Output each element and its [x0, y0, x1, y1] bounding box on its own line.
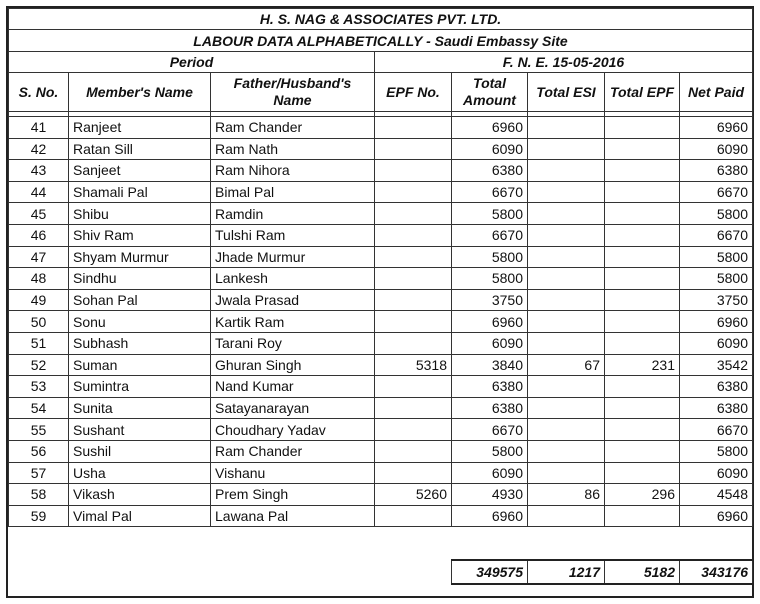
father-husband-name-cell: Bimal Pal — [211, 181, 375, 203]
table-row — [9, 505, 753, 527]
header-father-husband-name: Father/Husband's Name — [211, 73, 375, 112]
father-husband-name-cell: Jhade Murmur — [211, 246, 375, 268]
total-esi-cell — [528, 332, 605, 354]
epf-number-cell — [375, 246, 452, 268]
total-esi-cell — [528, 203, 605, 225]
total-esi-cell — [528, 268, 605, 290]
total-esi-cell — [528, 311, 605, 333]
total-esi-sum: 1217 — [528, 560, 605, 584]
epf-number-cell — [375, 117, 452, 139]
table-row — [9, 332, 753, 354]
father-husband-name-cell: Ram Chander — [211, 440, 375, 462]
total-epf-cell — [605, 160, 680, 182]
net-paid-cell: 6960 — [680, 311, 753, 333]
total-esi-cell — [528, 289, 605, 311]
total-esi-cell — [528, 117, 605, 139]
member-name-cell: Ranjeet — [69, 117, 211, 139]
epf-number-cell: 5318 — [375, 354, 452, 376]
total-epf-cell — [605, 181, 680, 203]
net-paid-cell: 5800 — [680, 268, 753, 290]
total-esi-cell — [528, 181, 605, 203]
father-husband-name-cell: Choudhary Yadav — [211, 419, 375, 441]
total-epf-cell — [605, 289, 680, 311]
total-amount-cell: 6380 — [452, 397, 528, 419]
father-husband-name-cell: Tulshi Ram — [211, 224, 375, 246]
total-epf-cell — [605, 311, 680, 333]
table-row — [9, 440, 753, 462]
serial-number-cell: 44 — [9, 181, 69, 203]
table-row — [9, 224, 753, 246]
net-paid-cell: 5800 — [680, 203, 753, 225]
period-label: Period — [9, 52, 375, 73]
epf-number-cell — [375, 203, 452, 225]
table-row — [9, 246, 753, 268]
table-row — [9, 397, 753, 419]
member-name-cell: Subhash — [69, 332, 211, 354]
period-value: F. N. E. 15-05-2016 — [375, 52, 753, 73]
net-paid-cell: 6380 — [680, 397, 753, 419]
father-husband-name-cell: Ram Nath — [211, 138, 375, 160]
table-row — [9, 203, 753, 225]
serial-number-cell: 58 — [9, 484, 69, 506]
total-amount-sum: 349575 — [452, 560, 528, 584]
serial-number-cell: 54 — [9, 397, 69, 419]
report-subtitle: LABOUR DATA ALPHABETICALLY - Saudi Embassy Site — [9, 30, 753, 52]
total-esi-cell: 86 — [528, 484, 605, 506]
serial-number-cell: 53 — [9, 376, 69, 398]
father-husband-name-cell: Ramdin — [211, 203, 375, 225]
total-epf-cell — [605, 376, 680, 398]
serial-number-cell: 45 — [9, 203, 69, 225]
epf-number-cell — [375, 224, 452, 246]
total-amount-cell: 6380 — [452, 376, 528, 398]
total-esi-cell — [528, 505, 605, 527]
total-amount-cell: 3750 — [452, 289, 528, 311]
total-epf-cell: 296 — [605, 484, 680, 506]
total-epf-cell — [605, 419, 680, 441]
epf-number-cell — [375, 397, 452, 419]
net-paid-cell: 6380 — [680, 376, 753, 398]
total-amount-cell: 6090 — [452, 138, 528, 160]
total-amount-cell: 6670 — [452, 181, 528, 203]
father-husband-name-cell: Ram Nihora — [211, 160, 375, 182]
member-name-cell: Usha — [69, 462, 211, 484]
member-name-cell: Suman — [69, 354, 211, 376]
table-row — [9, 268, 753, 290]
member-name-cell: Shibu — [69, 203, 211, 225]
table-row — [9, 138, 753, 160]
net-paid-sum: 343176 — [680, 560, 753, 584]
member-name-cell: Sohan Pal — [69, 289, 211, 311]
total-amount-cell: 6960 — [452, 505, 528, 527]
net-paid-cell: 3542 — [680, 354, 753, 376]
serial-number-cell: 43 — [9, 160, 69, 182]
serial-number-cell: 49 — [9, 289, 69, 311]
epf-number-cell — [375, 268, 452, 290]
total-amount-cell: 6670 — [452, 224, 528, 246]
total-amount-cell: 6090 — [452, 462, 528, 484]
total-esi-cell — [528, 160, 605, 182]
member-name-cell: Sushil — [69, 440, 211, 462]
total-epf-cell — [605, 505, 680, 527]
total-epf-cell — [605, 203, 680, 225]
total-amount-cell: 5800 — [452, 440, 528, 462]
total-epf-cell — [605, 440, 680, 462]
member-name-cell: Vikash — [69, 484, 211, 506]
epf-number-cell — [375, 138, 452, 160]
father-husband-name-cell: Kartik Ram — [211, 311, 375, 333]
total-esi-cell — [528, 138, 605, 160]
net-paid-cell: 6090 — [680, 138, 753, 160]
table-row — [9, 160, 753, 182]
epf-number-cell: 5260 — [375, 484, 452, 506]
member-name-cell: Shiv Ram — [69, 224, 211, 246]
father-husband-name-cell: Lankesh — [211, 268, 375, 290]
total-esi-cell — [528, 224, 605, 246]
total-amount-cell: 6960 — [452, 117, 528, 139]
net-paid-cell: 6670 — [680, 419, 753, 441]
net-paid-cell: 6380 — [680, 160, 753, 182]
serial-number-cell: 59 — [9, 505, 69, 527]
serial-number-cell: 47 — [9, 246, 69, 268]
table-row — [9, 289, 753, 311]
net-paid-cell: 6960 — [680, 117, 753, 139]
father-husband-name-cell: Jwala Prasad — [211, 289, 375, 311]
net-paid-cell: 6090 — [680, 332, 753, 354]
member-rows — [9, 117, 753, 527]
table-row — [9, 181, 753, 203]
header-member-name: Member's Name — [69, 73, 211, 112]
total-esi-cell — [528, 376, 605, 398]
header-epf-no: EPF No. — [375, 73, 452, 112]
epf-number-cell — [375, 376, 452, 398]
member-name-cell: Sonu — [69, 311, 211, 333]
total-epf-cell — [605, 117, 680, 139]
total-esi-cell — [528, 440, 605, 462]
net-paid-cell: 5800 — [680, 246, 753, 268]
header-total-epf: Total EPF — [605, 73, 680, 112]
table-row — [9, 117, 753, 139]
table-row — [9, 484, 753, 506]
total-esi-cell: 67 — [528, 354, 605, 376]
net-paid-cell: 3750 — [680, 289, 753, 311]
total-amount-cell: 6090 — [452, 332, 528, 354]
member-name-cell: Shamali Pal — [69, 181, 211, 203]
serial-number-cell: 51 — [9, 332, 69, 354]
epf-number-cell — [375, 462, 452, 484]
member-name-cell: Vimal Pal — [69, 505, 211, 527]
serial-number-cell: 56 — [9, 440, 69, 462]
total-amount-cell: 5800 — [452, 203, 528, 225]
company-name: H. S. NAG & ASSOCIATES PVT. LTD. — [9, 9, 753, 30]
serial-number-cell: 50 — [9, 311, 69, 333]
epf-number-cell — [375, 181, 452, 203]
epf-number-cell — [375, 289, 452, 311]
total-amount-cell: 5800 — [452, 268, 528, 290]
epf-number-cell — [375, 440, 452, 462]
total-epf-cell — [605, 138, 680, 160]
net-paid-cell: 6090 — [680, 462, 753, 484]
total-epf-cell: 231 — [605, 354, 680, 376]
member-name-cell: Sanjeet — [69, 160, 211, 182]
father-husband-name-cell: Lawana Pal — [211, 505, 375, 527]
labour-data-table — [8, 8, 753, 585]
total-amount-cell: 6960 — [452, 311, 528, 333]
member-name-cell: Sindhu — [69, 268, 211, 290]
total-amount-cell: 6380 — [452, 160, 528, 182]
table-row — [9, 462, 753, 484]
labour-data-sheet — [6, 6, 754, 598]
total-esi-cell — [528, 419, 605, 441]
father-husband-name-cell: Tarani Roy — [211, 332, 375, 354]
net-paid-cell: 6670 — [680, 224, 753, 246]
total-esi-cell — [528, 246, 605, 268]
table-row — [9, 376, 753, 398]
serial-number-cell: 57 — [9, 462, 69, 484]
member-name-cell: Ratan Sill — [69, 138, 211, 160]
net-paid-cell: 6670 — [680, 181, 753, 203]
header-total-esi: Total ESI — [528, 73, 605, 112]
father-husband-name-cell: Prem Singh — [211, 484, 375, 506]
serial-number-cell: 42 — [9, 138, 69, 160]
total-amount-cell: 4930 — [452, 484, 528, 506]
total-esi-cell — [528, 397, 605, 419]
total-epf-cell — [605, 332, 680, 354]
total-epf-cell — [605, 268, 680, 290]
total-epf-sum: 5182 — [605, 560, 680, 584]
father-husband-name-cell: Vishanu — [211, 462, 375, 484]
epf-number-cell — [375, 160, 452, 182]
member-name-cell: Sushant — [69, 419, 211, 441]
net-paid-cell: 6960 — [680, 505, 753, 527]
serial-number-cell: 55 — [9, 419, 69, 441]
epf-number-cell — [375, 311, 452, 333]
header-total-amount: Total Amount — [452, 73, 528, 112]
net-paid-cell: 4548 — [680, 484, 753, 506]
table-row — [9, 354, 753, 376]
total-amount-cell: 3840 — [452, 354, 528, 376]
total-amount-cell: 6670 — [452, 419, 528, 441]
member-name-cell: Shyam Murmur — [69, 246, 211, 268]
epf-number-cell — [375, 332, 452, 354]
father-husband-name-cell: Nand Kumar — [211, 376, 375, 398]
net-paid-cell: 5800 — [680, 440, 753, 462]
epf-number-cell — [375, 419, 452, 441]
serial-number-cell: 48 — [9, 268, 69, 290]
header-net-paid: Net Paid — [680, 73, 753, 112]
father-husband-name-cell: Satayanarayan — [211, 397, 375, 419]
member-name-cell: Sunita — [69, 397, 211, 419]
serial-number-cell: 52 — [9, 354, 69, 376]
header-sno: S. No. — [9, 73, 69, 112]
total-amount-cell: 5800 — [452, 246, 528, 268]
total-epf-cell — [605, 224, 680, 246]
epf-number-cell — [375, 505, 452, 527]
serial-number-cell: 41 — [9, 117, 69, 139]
total-epf-cell — [605, 397, 680, 419]
member-name-cell: Sumintra — [69, 376, 211, 398]
table-row — [9, 419, 753, 441]
table-row — [9, 311, 753, 333]
father-husband-name-cell: Ghuran Singh — [211, 354, 375, 376]
serial-number-cell: 46 — [9, 224, 69, 246]
total-epf-cell — [605, 246, 680, 268]
total-esi-cell — [528, 462, 605, 484]
father-husband-name-cell: Ram Chander — [211, 117, 375, 139]
total-epf-cell — [605, 462, 680, 484]
